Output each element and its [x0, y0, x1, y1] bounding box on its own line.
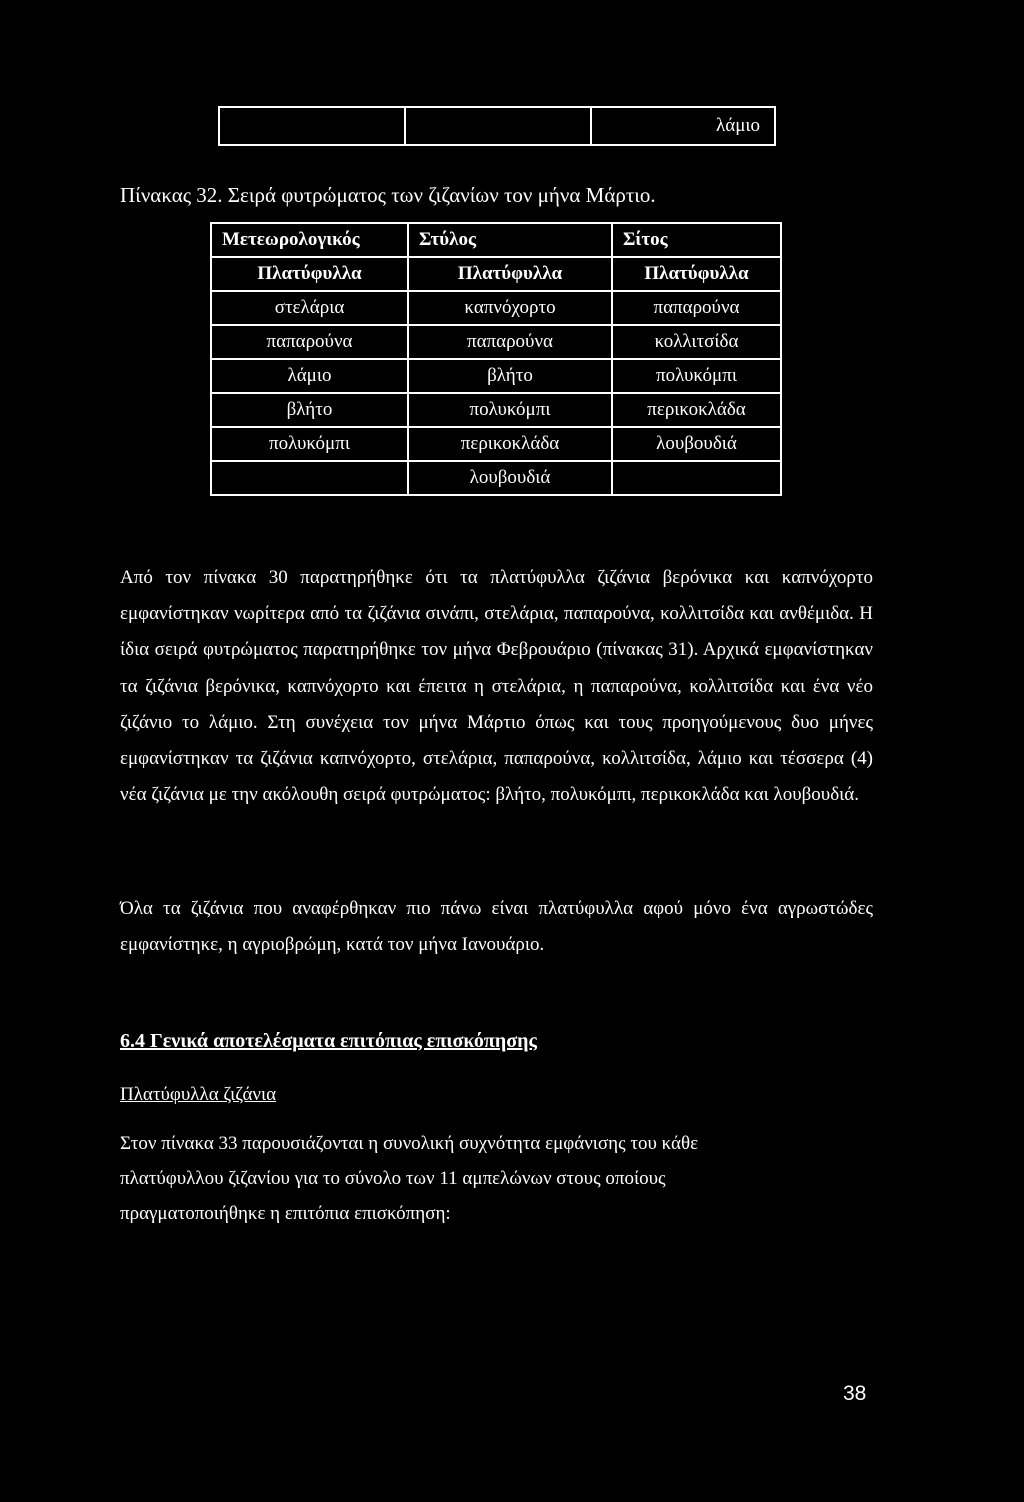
table-row — [211, 359, 781, 393]
header-cell: Στύλος — [408, 223, 612, 257]
table-cell: λουβουδιά — [408, 461, 612, 495]
top-table-fragment — [218, 106, 776, 146]
sub-heading: Πλατύφυλλα ζιζάνια — [120, 1084, 277, 1105]
table-row — [211, 461, 781, 495]
body-paragraph: Στον πίνακα 33 παρουσιάζονται η συνολική συχνότητα εμφάνισης του κάθε πλατύφυλλου ζιζανίου για το σύνολο των 11 αμπελώνων στους οποίους πραγματοποιήθηκε η επιτόπια επισκόπηση: — [120, 1133, 699, 1224]
table-row — [211, 427, 781, 461]
table-cell: περικοκλάδα — [612, 393, 781, 427]
table-cell: πολυκόμπι — [211, 427, 408, 461]
page-number: 38 — [843, 1382, 867, 1405]
weed-emergence-table — [210, 222, 782, 496]
table-cell: λάμιο — [591, 107, 775, 145]
table-caption: Πίνακας 32. Σειρά φυτρώματος των ζιζανίων τον μήνα Μάρτιο. — [120, 183, 656, 207]
table-cell: λουβουδιά — [612, 427, 781, 461]
table-row — [211, 325, 781, 359]
subheader-cell: Πλατύφυλλα — [211, 257, 408, 291]
table-cell: στελάρια — [211, 291, 408, 325]
table-cell: πολυκόμπι — [408, 393, 612, 427]
subheader-cell: Πλατύφυλλα — [408, 257, 612, 291]
table-cell: λάμιο — [211, 359, 408, 393]
header-cell: Μετεωρολογικός — [211, 223, 408, 257]
table-cell: παπαρούνα — [612, 291, 781, 325]
table-cell: κολλιτσίδα — [612, 325, 781, 359]
body-paragraph: Όλα τα ζιζάνια που αναφέρθηκαν πιο πάνω είναι πλατύφυλλα αφού μόνο ένα αγρωστώδες εμφανίστηκε, η αγριοβρώμη, κατά τον μήνα Ιανουάριο. — [120, 898, 873, 956]
table-cell — [219, 107, 405, 145]
header-cell: Σίτος — [612, 223, 781, 257]
table-row — [211, 393, 781, 427]
table-cell — [612, 461, 781, 495]
table-cell: καπνόχορτο — [408, 291, 612, 325]
table-cell: παπαρούνα — [408, 325, 612, 359]
table-cell — [405, 107, 591, 145]
table-cell: βλήτο — [408, 359, 612, 393]
table-cell: περικοκλάδα — [408, 427, 612, 461]
table-row — [211, 291, 781, 325]
subheader-cell: Πλατύφυλλα — [612, 257, 781, 291]
table-header-row — [211, 223, 781, 257]
table-cell: παπαρούνα — [211, 325, 408, 359]
section-heading: 6.4 Γενικά αποτελέσματα επιτόπιας επισκόπησης — [120, 1030, 537, 1052]
body-paragraph: Από τον πίνακα 30 παρατηρήθηκε ότι τα πλατύφυλλα ζιζάνια βερόνικα και καπνόχορτο εμφανίστηκαν νωρίτερα από τα ζιζάνια σινάπι, στελάρια, παπαρούνα, κολλιτσίδα και ανθέμιδα. Η ίδια σειρά φυτρώματος παρατηρήθηκε τον μήνα Φεβρουάριο (πίνακας 31). Αρχικά εμφανίστηκαν τα ζιζάνια βερόνικα, καπνόχορτο και έπειτα η στελάρια, η παπαρούνα, κολλιτσίδα και ένα νέο ζιζάνιο το λάμιο. Στη συνέχεια τον μήνα Μάρτιο όπως και τους προηγούμενους δυο μήνες εμφανίστηκαν τα ζιζάνια καπνόχορτο, στελάρια, παπαρούνα, κολλιτσίδα, λάμιο και τέσσερα (4) νέα ζιζάνια με την ακόλουθη σειρά φυτρώματος: βλήτο, πολυκόμπι, περικοκλάδα και λουβουδιά. — [120, 567, 873, 806]
table-subheader-row — [211, 257, 781, 291]
table-cell: βλήτο — [211, 393, 408, 427]
table-cell — [211, 461, 408, 495]
table-cell: πολυκόμπι — [612, 359, 781, 393]
